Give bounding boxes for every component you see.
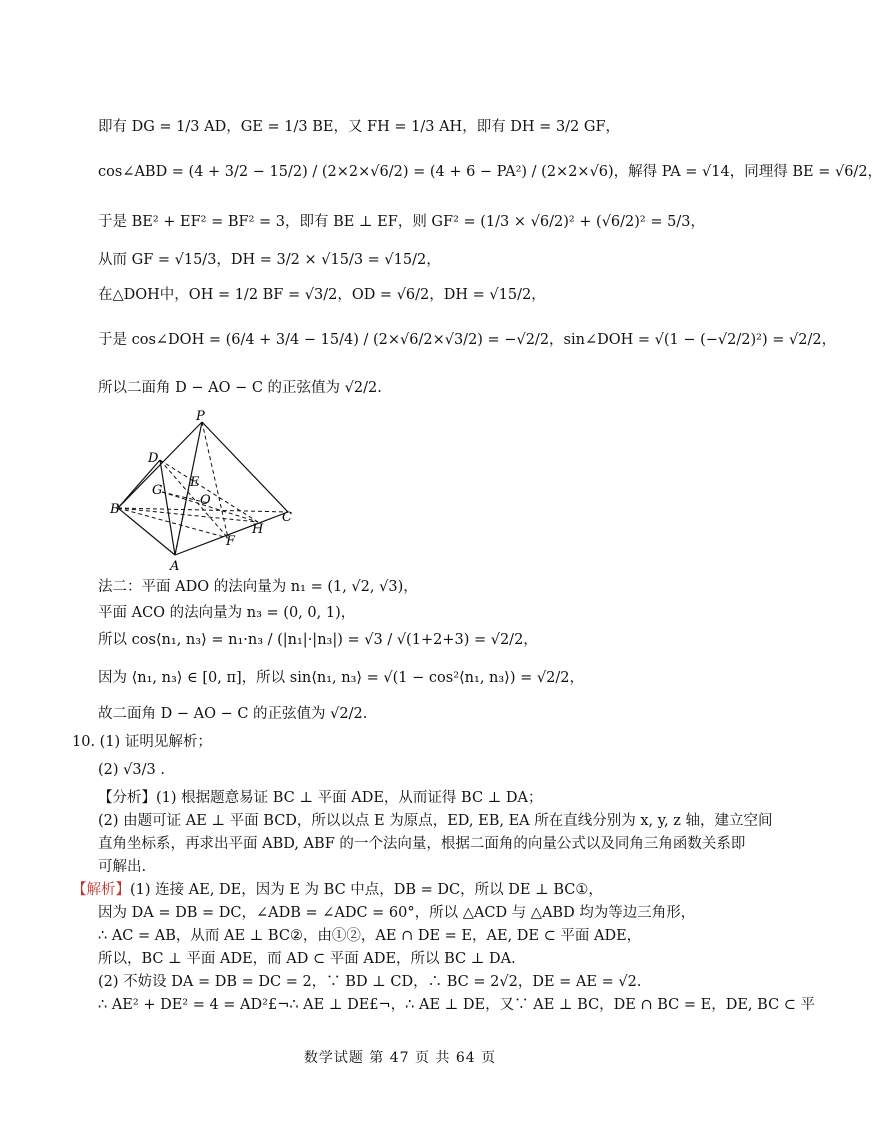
label-E: E xyxy=(190,475,200,490)
text-line: 因为 DA = DB = DC，∠ADB = ∠ADC = 60°，所以 △ACD 与 △ABD 均为等边三角形， xyxy=(98,905,696,921)
text-line: (2) 由题可证 AE ⊥ 平面 BCD，所以以点 E 为原点，ED, EB, EA 所在直线分别为 x, y, z 轴，建立空间 xyxy=(98,813,773,829)
text-line: 所以，BC ⊥ 平面 ADE，而 AD ⊂ 平面 ADE，所以 BC ⊥ DA. xyxy=(98,951,516,967)
label-B: B xyxy=(110,502,120,517)
label-C: C xyxy=(282,510,292,525)
label-H: H xyxy=(252,522,264,537)
pyramid-figure xyxy=(110,410,300,580)
text-line: 法二：平面 ADO 的法向量为 n₁ = (1, √2, √3)， xyxy=(98,579,418,595)
text-line: ∴ AC = AB，从而 AE ⊥ BC②，由①②，AE ∩ DE = E，AE, DE ⊂ 平面 ADE， xyxy=(98,928,642,944)
text-line: ∴ AE² + DE² = 4 = AD²£¬∴ AE ⊥ DE£¬，∴ AE ⊥ DE，又∵ AE ⊥ BC，DE ∩ BC = E，DE, BC ⊂ 平 xyxy=(98,997,816,1013)
question-number: 10. (1) 证明见解析； xyxy=(72,734,212,750)
label-O: O xyxy=(200,493,211,508)
text-line: (2) √3/3 . xyxy=(98,762,165,778)
text-line: cos∠ABD = (4 + 3/2 − 15/2) / (2×2×√6/2) = (4 + 6 − PA²) / (2×2×√6)，解得 PA = √14，同理得 BE = √6/2， xyxy=(98,164,882,180)
label-G: G xyxy=(152,483,163,498)
text-line: 故二面角 D − AO − C 的正弦值为 √2/2. xyxy=(98,706,368,722)
text-line: 所以二面角 D − AO − C 的正弦值为 √2/2. xyxy=(98,380,382,396)
label-P: P xyxy=(196,409,205,424)
analysis-line: 【分析】(1) 根据题意易证 BC ⊥ 平面 ADE，从而证得 BC ⊥ DA； xyxy=(98,790,543,806)
solution-tag: 【解析】 xyxy=(72,882,130,898)
text-line: 即有 DG = 1/3 AD，GE = 1/3 BE，又 FH = 1/3 AH，即有 DH = 3/2 GF， xyxy=(98,119,621,135)
label-F: F xyxy=(226,534,236,549)
text-line: 从而 GF = √15/3，DH = 3/2 × √15/3 = √15/2， xyxy=(98,252,441,268)
text-line: 可解出. xyxy=(98,859,147,875)
solution-line xyxy=(72,880,740,900)
label-D: D xyxy=(148,451,159,466)
text-line: 于是 BE² + EF² = BF² = 3，即有 BE ⊥ EF，则 GF² = (1/3 × √6/2)² + (√6/2)² = 5/3， xyxy=(98,214,705,230)
text-line: 在△DOH中，OH = 1/2 BF = √3/2，OD = √6/2，DH = √15/2， xyxy=(98,287,546,303)
text-line: 因为 ⟨n₁, n₃⟩ ∈ [0, π]，所以 sin⟨n₁, n₃⟩ = √(1 − cos²⟨n₁, n₃⟩) = √2/2， xyxy=(98,670,584,686)
text-line: 所以 cos⟨n₁, n₃⟩ = n₁·n₃ / (|n₁|·|n₃|) = √3 / √(1+2+3) = √2/2， xyxy=(98,632,538,648)
page-footer: 数学试题 第 47 页 共 64 页 xyxy=(303,1050,497,1066)
label-A: A xyxy=(170,559,180,574)
text-line: 平面 ACO 的法向量为 n₃ = (0, 0, 1)， xyxy=(98,605,356,621)
text-line: 于是 cos∠DOH = (6/4 + 3/4 − 15/4) / (2×√6/2×√3/2) = −√2/2，sin∠DOH = √(1 − (−√2/2)²) = √2/2， xyxy=(98,332,837,348)
text-line: (2) 不妨设 DA = DB = DC = 2，∵ BD ⊥ CD，∴ BC = 2√2，DE = AE = √2. xyxy=(98,974,642,990)
text-line: 直角坐标系，再求出平面 ABD, ABF 的一个法向量，根据二面角的向量公式以及同角三角函数关系即 xyxy=(98,836,746,852)
solution-text: (1) 连接 AE, DE，因为 E 为 BC 中点，DB = DC，所以 DE ⊥ BC①， xyxy=(130,882,603,898)
